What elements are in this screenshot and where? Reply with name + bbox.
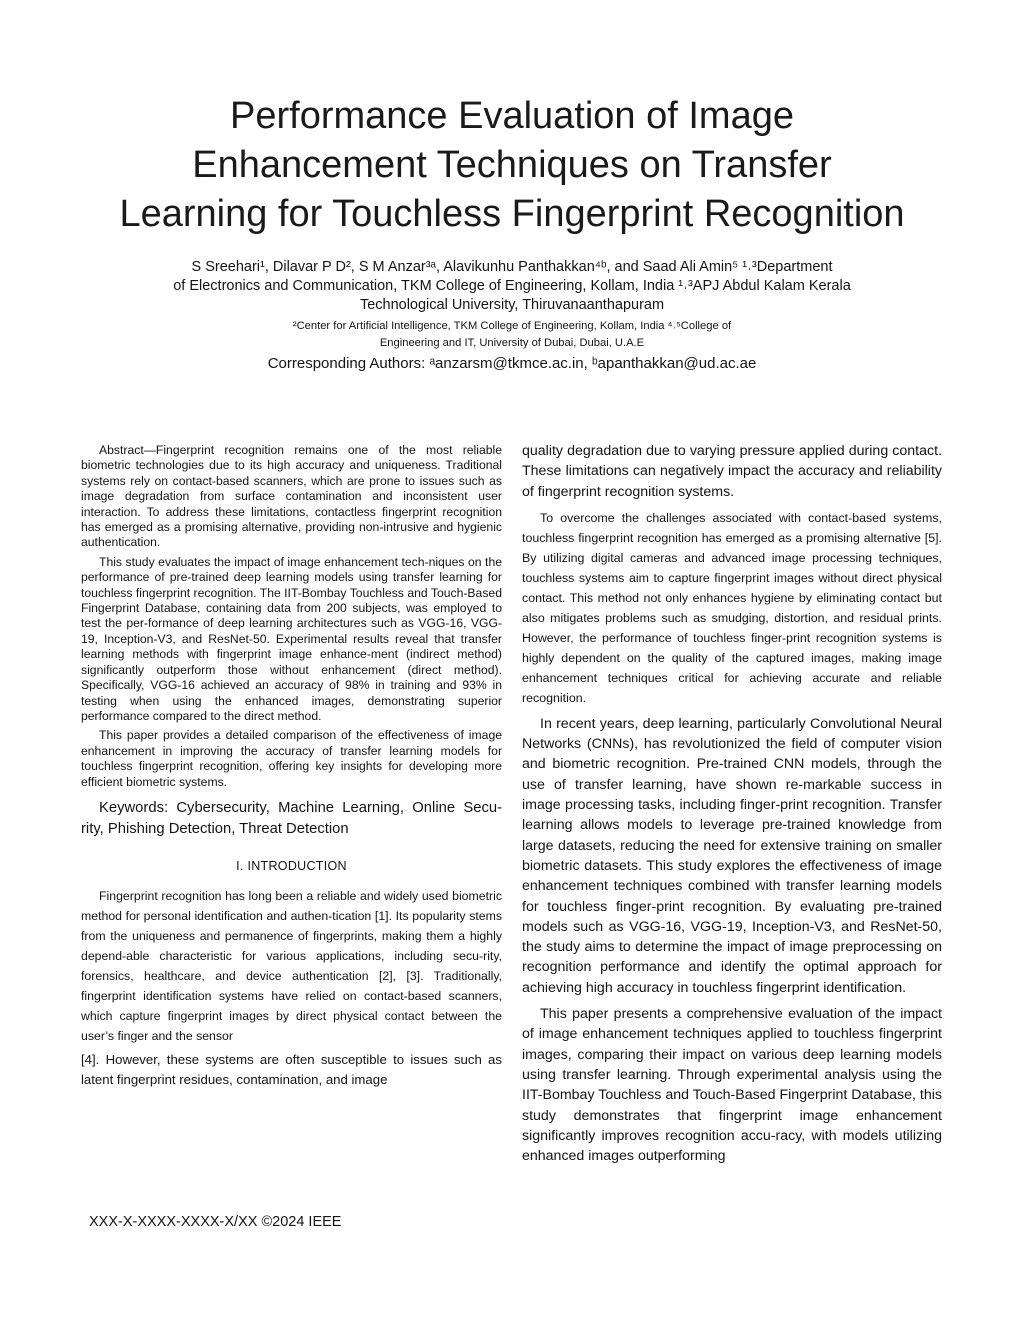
abstract-paragraph: This paper provides a detailed comparison of the effectiveness of image enhancement in improving the accuracy of transfer learning models for touchless fingerprint recognition, offering key insights for developing more efficient biometric systems. (81, 728, 502, 789)
copyright-footer: XXX-X-XXXX-XXXX-X/XX ©2024 IEEE (89, 1214, 342, 1230)
paper-title (80, 92, 944, 239)
abstract (81, 443, 502, 790)
body-paragraph: This paper presents a comprehensive evaluation of the impact of image enhancement techniques applied to touchless fingerprint images, comparing their impact on various deep learning models using transfer learning. Through experimental analysis using the IIT-Bombay Touchless and Touch-Based Fingerprint Database, this study demonstrates that fingerprint image enhancement significantly improves recognition accu-racy, with models utilizing enhanced images outperforming (522, 1006, 942, 1165)
title-line: Learning for Touchless Fingerprint Recognition (119, 193, 905, 235)
author-line: of Electronics and Communication, TKM College of Engineering, Kollam, India ¹˒³APJ Abdul Kalam Kerala (173, 278, 851, 294)
title-line: Enhancement Techniques on Transfer (192, 144, 832, 186)
affiliation-block (150, 318, 874, 352)
affiliation-line: ²Center for Artificial Intelligence, TKM College of Engineering, Kollam, India ⁴˒⁵College of (292, 320, 732, 332)
introduction-left (81, 886, 502, 1091)
section-heading: I. INTRODUCTION (236, 858, 347, 873)
body-paragraph: In recent years, deep learning, particularly Convolutional Neural Networks (CNNs), has revolutionized the field of computer vision and biometric recognition. Pre-trained CNN models, through the use of transfer learning, have shown re-markable success in image processing tasks, including finger-print recognition. Transfer learning allows models to leverage pre-trained knowledge from large datasets, reducing the need for extensive training on smaller biometric datasets. This study explores the effectiveness of image enhancement techniques combined with transfer learning models for touchless finger-print recognition. By evaluating pre-trained models such as VGG-16, VGG-19, Inception-V3, and ResNet-50, the study aims to determine the impact of image preprocessing on recognition performance and identify the optimal approach for achieving high accuracy in touchless fingerprint identification. (522, 715, 942, 996)
keywords: Keywords: Cybersecurity, Machine Learning, Online Secu-rity, Phishing Detection, Threat Detection (81, 799, 502, 837)
corresponding-authors: Corresponding Authors: ᵃanzarsm@tkmce.ac.in, ᵇapanthakkan@ud.ac.ae (267, 355, 757, 372)
author-line: Technological University, Thiruvanaanthapuram (359, 297, 665, 313)
author-line: S Sreehari¹, Dilavar P D², S M Anzar³ᵃ, Alavikunhu Panthakkan⁴ᵇ, and Saad Ali Amin⁵ ¹˒³Department (191, 259, 833, 275)
abstract-paragraph: Abstract—Fingerprint recognition remains one of the most reliable biometric technologies due to its high accuracy and uniqueness. Traditional systems rely on contact-based scanners, which are prone to issues such as image degradation from surface contamination and inconsistent user interaction. To address these limitations, contactless fingerprint recognition has emerged as a promising alternative, providing non-intrusive and hygienic authentication. (81, 443, 502, 550)
title-line: Performance Evaluation of Image (230, 95, 794, 137)
body-paragraph: quality degradation due to varying pressure applied during contact. These limitations can negatively impact the accuracy and reliability of fingerprint recognition systems. (522, 443, 942, 500)
body-paragraph: [4]. However, these systems are often susceptible to issues such as latent fingerprint residues, contamination, and image (81, 1051, 502, 1088)
abstract-paragraph: This study evaluates the impact of image enhancement tech-niques on the performance of pre-trained deep learning models using transfer learning for touchless fingerprint recognition. The IIT-Bombay Touchless and Touch-Based Fingerprint Database, containing data from 200 subjects, was employed to test the per-formance of deep learning architectures such as VGG-16, VGG-19, Inception-V3, and ResNet-50. Experimental results reveal that transfer learning methods with fingerprint image enhance-ment (indirect method) significantly outperform those without enhancement (direct method). Specifically, VGG-16 achieved an accuracy of 98% in training and 93% in testing when using the enhanced images, demonstrating superior performance compared to the direct method. (81, 554, 502, 723)
right-column (522, 441, 942, 1172)
left-column (81, 443, 502, 1091)
body-paragraph: To overcome the challenges associated with contact-based systems, touchless fingerprint recognition has emerged as a promising alternative [5]. By utilizing digital cameras and advanced image processing techniques, touchless systems aim to capture fingerprint images without direct physical contact. This method not only enhances hygiene by eliminating contact but also mitigates problems such as smudging, distortion, and residual prints. However, the performance of touchless finger-print recognition systems is highly dependent on the quality of the captured images, making image enhancement techniques critical for achieving accurate and reliable recognition. (522, 510, 942, 705)
affiliation-line: Engineering and IT, University of Dubai, Dubai, U.A.E (379, 337, 645, 349)
author-block (110, 258, 914, 315)
body-paragraph: Fingerprint recognition has long been a reliable and widely used biometric method for personal identification and authen-tication [1]. Its popularity stems from the uniqueness and permanence of fingerprints, making them a highly depend-able characteristic for various applications, including secu-rity, forensics, healthcare, and device authentication [2], [3]. Traditionally, fingerprint identification systems have relied on contact-based scanners, which capture fingerprint images by direct physical contact between the user’s finger and the sensor (81, 888, 502, 1043)
